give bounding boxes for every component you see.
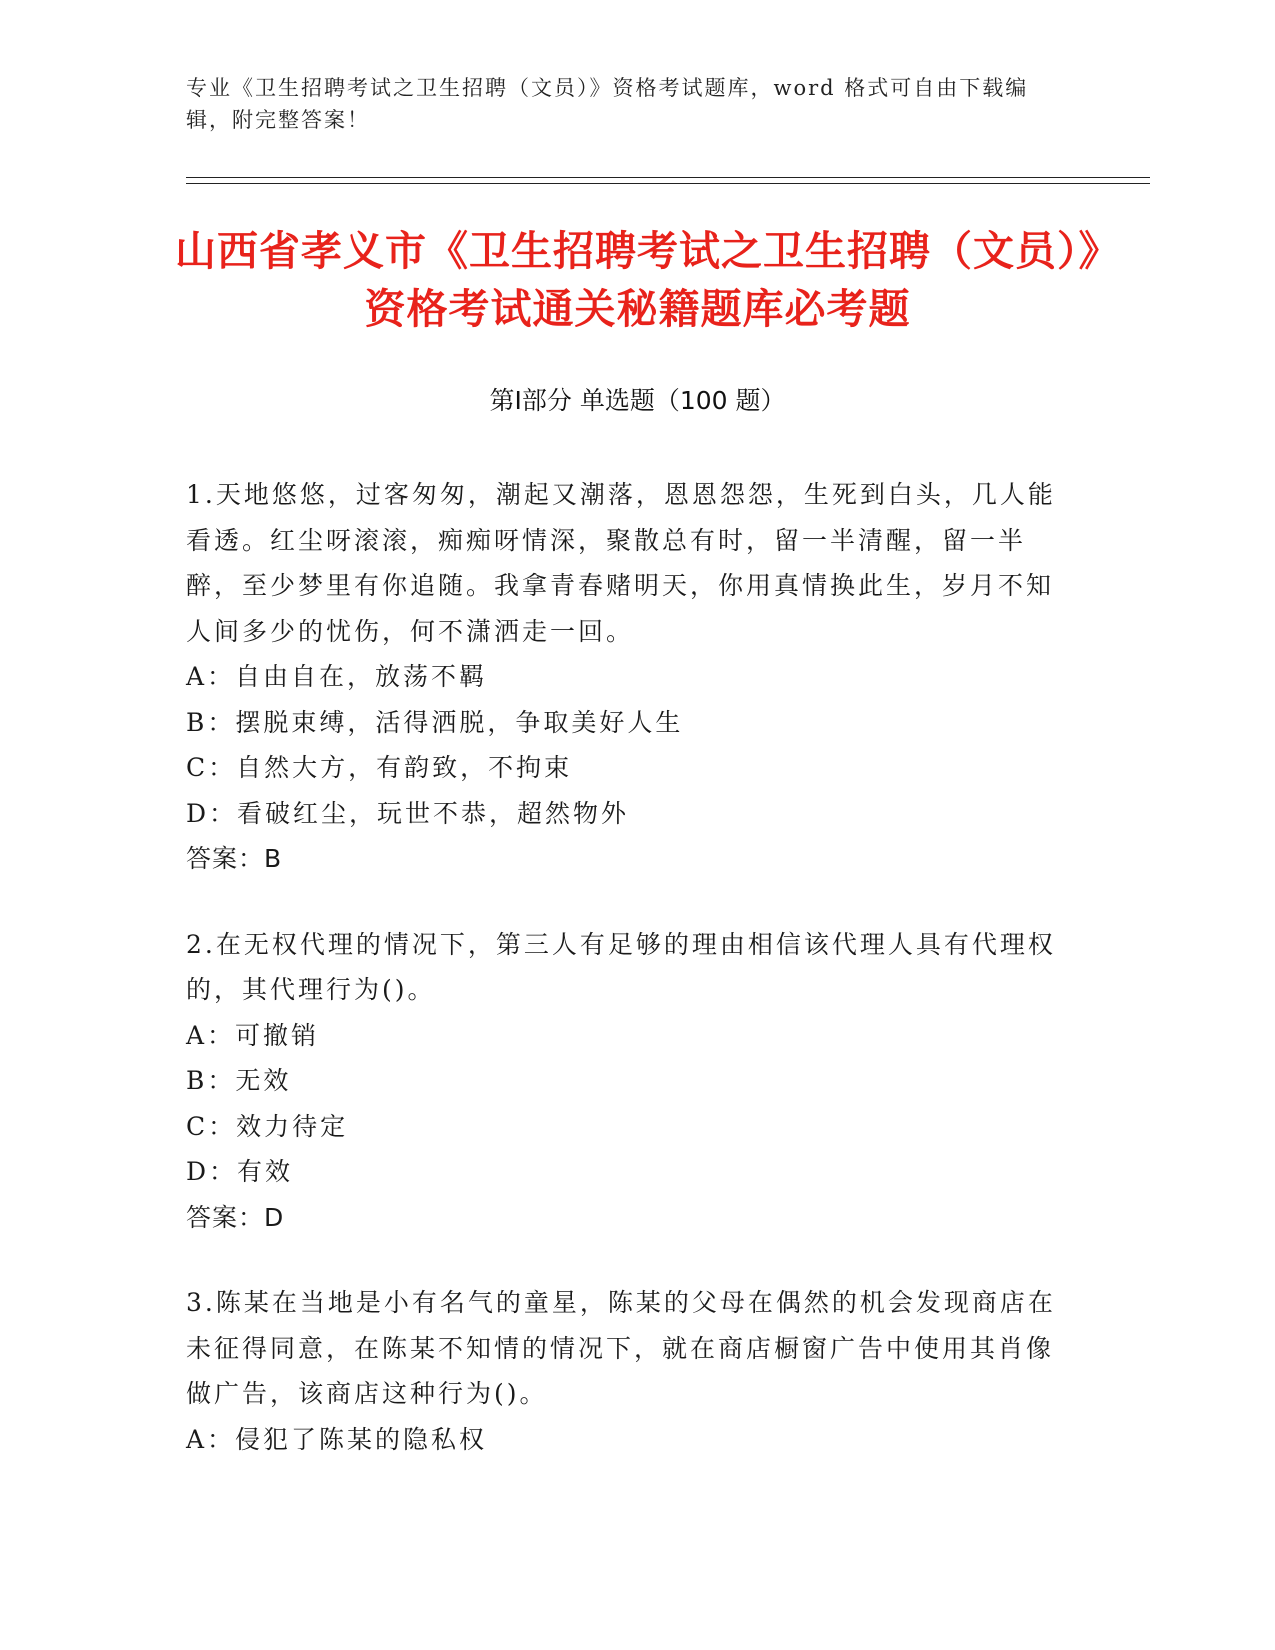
question-1 bbox=[186, 472, 1066, 882]
question-stem: 3.陈某在当地是小有名气的童星，陈某的父母在偶然的机会发现商店在未征得同意，在陈某不知情的情况下，就在商店橱窗广告中使用其肖像做广告，该商店这种行为()。 bbox=[186, 1288, 1056, 1408]
option-a: A：可撤销 bbox=[186, 1020, 320, 1050]
option-a: A：自由自在，放荡不羁 bbox=[186, 662, 488, 691]
option-c: C：自然大方，有韵致，不拘束 bbox=[186, 753, 573, 782]
section-title: 第Ⅰ部分 单选题（100 题） bbox=[489, 386, 786, 415]
document-title: 山西省孝义市《卫生招聘考试之卫生招聘（文员）》资格考试通关秘籍题库必考题 bbox=[175, 227, 1100, 333]
answer-line: 答案：D bbox=[186, 1202, 285, 1232]
question-stem: 1.天地悠悠，过客匆匆，潮起又潮落，恩恩怨怨，生死到白头，几人能看透。红尘呀滚滚，痴痴呀情深，聚散总有时，留一半清醒，留一半醉，至少梦里有你追随。我拿青春赌明天，你用真情换此生，岁月不知人间多少的忧伤，何不潇洒走一回。 bbox=[186, 480, 1056, 646]
option-b: B：摆脱束缚，活得洒脱，争取美好人生 bbox=[186, 707, 684, 737]
option-b: B：无效 bbox=[186, 1066, 292, 1095]
option-d: D：看破红尘，玩世不恭，超然物外 bbox=[186, 798, 630, 828]
option-c: C：效力待定 bbox=[186, 1111, 349, 1141]
answer-line: 答案：B bbox=[186, 844, 283, 873]
question-2 bbox=[186, 922, 1066, 1241]
option-d: D：有效 bbox=[186, 1157, 294, 1186]
header-note: 专业《卫生招聘考试之卫生招聘（文员）》资格考试题库，word 格式可自由下载编辑，附完整答案！ bbox=[186, 76, 1029, 132]
header-divider-bottom bbox=[186, 183, 1150, 184]
option-a: A：侵犯了陈某的隐私权 bbox=[186, 1424, 488, 1454]
question-3 bbox=[186, 1280, 1066, 1462]
question-stem: 2.在无权代理的情况下，第三人有足够的理由相信该代理人具有代理权的，其代理行为()。 bbox=[186, 929, 1056, 1004]
header-divider-top bbox=[186, 177, 1150, 178]
question-list bbox=[186, 472, 1066, 1502]
